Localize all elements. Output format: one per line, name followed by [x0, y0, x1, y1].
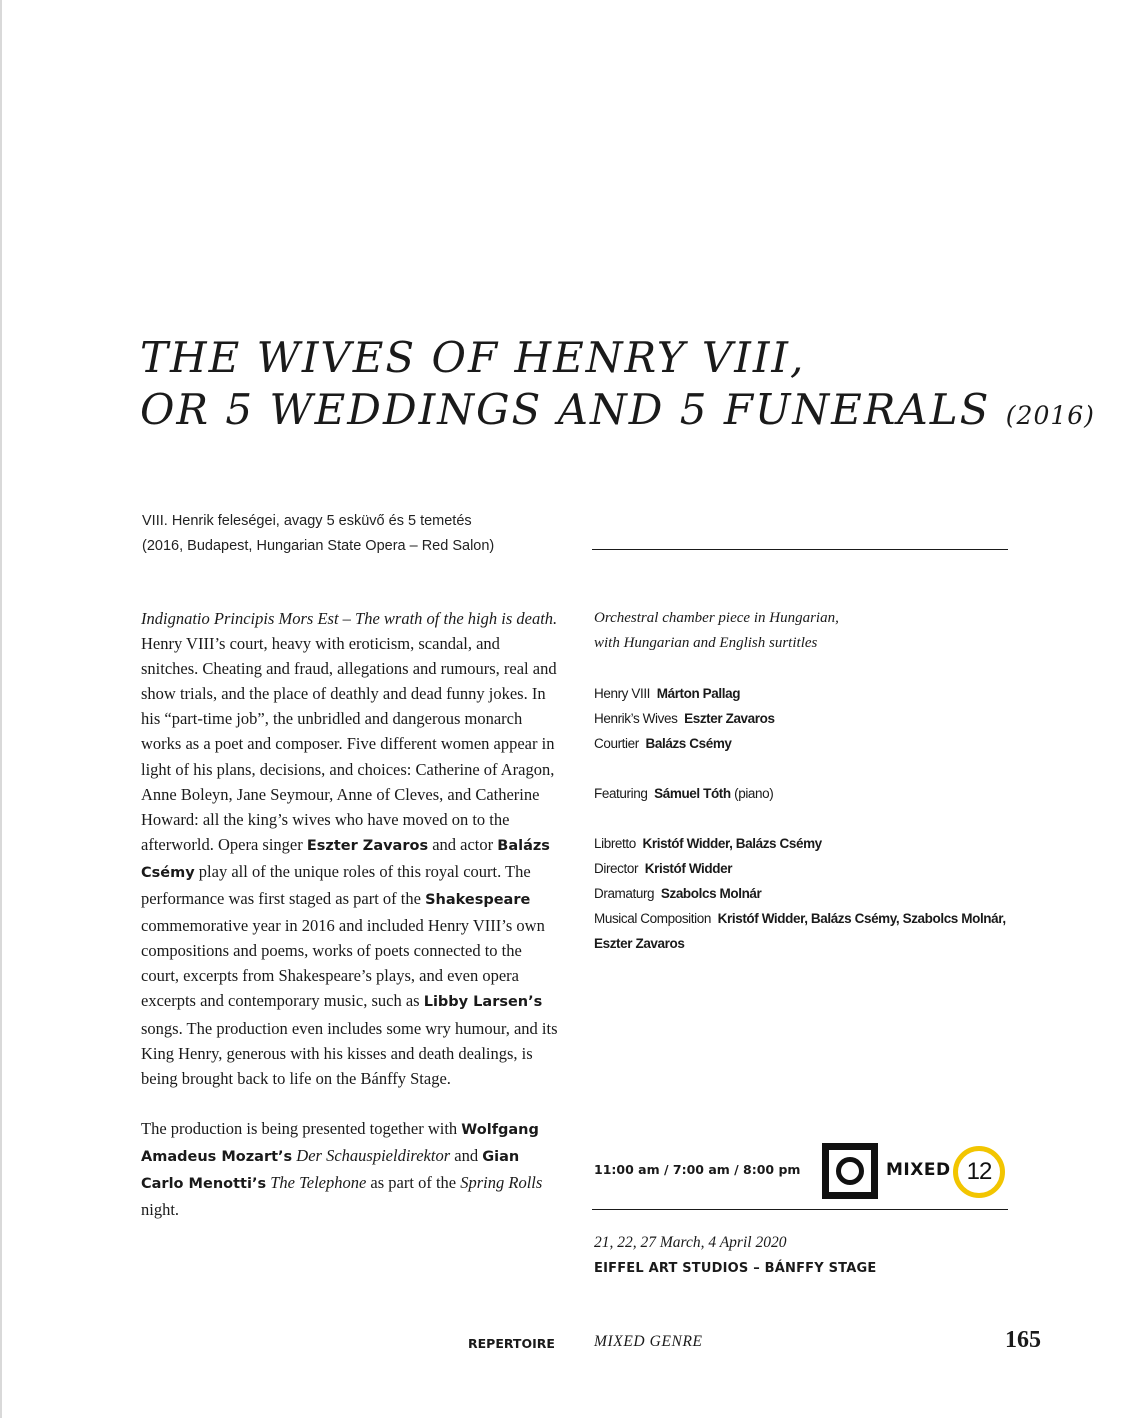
venue: EIFFEL ART STUDIOS – BÁNFFY STAGE [594, 1261, 877, 1276]
italic-title: Der Schauspieldirektor [296, 1145, 451, 1165]
emphasized-name: Libby Larsen’s [423, 994, 543, 1011]
credit-name: Szabolcs Molnár [660, 886, 762, 901]
italic-title: Indignatio Principis Mors Est – The wrath of the high is death. [141, 609, 558, 628]
schedule-rule [592, 1209, 1008, 1210]
performance-info [594, 606, 1014, 656]
credit-name: Kristóf Widder [644, 861, 733, 876]
credit-name: Kristóf Widder, Balázs Csémy [642, 836, 822, 851]
text-run: songs. The production even includes some wry humour, and its King Henry, generous with his kisses and death dealings, is being brought back to life on the Bánffy Stage. [141, 1018, 558, 1088]
page-number: 165 [1005, 1327, 1041, 1353]
credit-note: (piano) [734, 786, 774, 801]
text-run: and actor [428, 834, 498, 854]
crew-row [594, 881, 1034, 906]
text-run: night. [141, 1200, 180, 1220]
crew-row [594, 856, 1034, 881]
text-run: Henry VIII’s court, heavy with eroticism, scandal, and snitches. Cheating and fraud, allegations and rumours, real and show trials, and the place of deathly and dead funny jokes. In his “part-time job”, the unbridled and dangerous monarch works as a poet and composer. Five different women appear in light of his plans, decisions, and choices: Catherine of Aragon, Anne Boleyn, Jane Seymour, Anne of Cleves, and Catherine Howard: all the king’s wives who have moved on to the afterworld. Opera singer [141, 634, 557, 854]
performance-info-line-1: Orchestral chamber piece in Hungarian, [594, 610, 839, 626]
emphasized-name: Shakespeare [425, 892, 531, 909]
performance-info-line-2: with Hungarian and English surtitles [594, 635, 818, 651]
original-title [142, 509, 582, 559]
credit-name: Sámuel Tóth [654, 786, 731, 801]
header-rule [592, 549, 1008, 550]
crew-row [594, 906, 1014, 956]
credit-name: Eszter Zavaros [684, 711, 775, 726]
text-run: as part of the [366, 1172, 461, 1192]
credit-role: Director [594, 861, 639, 876]
emphasized-name: Balázs Csémy [141, 837, 550, 881]
text-run: and [450, 1145, 483, 1165]
credit-name: Kristóf Widder, Balázs Csémy, Szabolcs Molnár, Eszter Zavaros [594, 911, 1006, 951]
credit-role: Henrik’s Wives [594, 711, 678, 726]
show-times: 11:00 am / 7:00 am / 8:00 pm [594, 1162, 801, 1177]
featuring-row [594, 781, 1034, 806]
performance-dates: 21, 22, 27 March, 4 April 2020 [594, 1234, 787, 1251]
title-line-2: OR 5 WEDDINGS AND 5 FUNERALS [140, 385, 991, 434]
title-line-1: THE WIVES OF HENRY VIII, [140, 333, 806, 382]
credit-role: Libretto [594, 836, 636, 851]
title-year: (2016) [1005, 401, 1095, 430]
age-rating-circle-icon [953, 1146, 1005, 1198]
text-run: play all of the unique roles of this royal court. The performance was first staged as part of the [141, 861, 531, 909]
italic-title: Spring Rolls [460, 1172, 543, 1192]
cast-row [594, 706, 1034, 731]
credit-role: Dramaturg [594, 886, 655, 901]
emphasized-name: Wolfgang Amadeus Mozart’s [141, 1121, 539, 1165]
credit-name: Balázs Csémy [645, 736, 732, 751]
emphasized-name: Eszter Zavaros [306, 837, 429, 854]
credit-name: Márton Pallag [656, 686, 741, 701]
page-edge [0, 0, 2, 1418]
credits [594, 681, 1034, 956]
credit-role: Featuring [594, 786, 648, 801]
genre-label: MIXED [886, 1160, 951, 1180]
original-title-line-2: (2016, Budapest, Hungarian State Opera – Red Salon) [142, 538, 495, 554]
credit-role: Courtier [594, 736, 639, 751]
footer-section: REPERTOIRE [468, 1336, 555, 1351]
footer-genre: MIXED GENRE [594, 1333, 703, 1350]
description-paragraph-1 [141, 606, 561, 1091]
text-run: The production is being presented together with [141, 1118, 462, 1138]
credit-role: Musical Composition [594, 911, 711, 926]
page-title [140, 332, 1100, 442]
description-paragraph-2 [141, 1116, 561, 1222]
square-circle-icon [822, 1143, 878, 1199]
cast-row [594, 731, 1034, 756]
cast-row [594, 681, 1034, 706]
original-title-line-1: VIII. Henrik feleségei, avagy 5 esküvő és 5 temetés [142, 513, 472, 529]
age-rating: 12 [966, 1158, 992, 1185]
description [141, 606, 561, 1222]
credit-role: Henry VIII [594, 686, 651, 701]
emphasized-name: Gian Carlo Menotti’s [141, 1148, 520, 1192]
crew-row [594, 831, 1034, 856]
italic-title: The Telephone [270, 1172, 367, 1192]
text-run: commemorative year in 2016 and included Henry VIII’s own compositions and poems, works of poets connected to the court, excerpts from Shakespeare’s plays, and even opera excerpts and contemporary music, such as [141, 916, 545, 1011]
